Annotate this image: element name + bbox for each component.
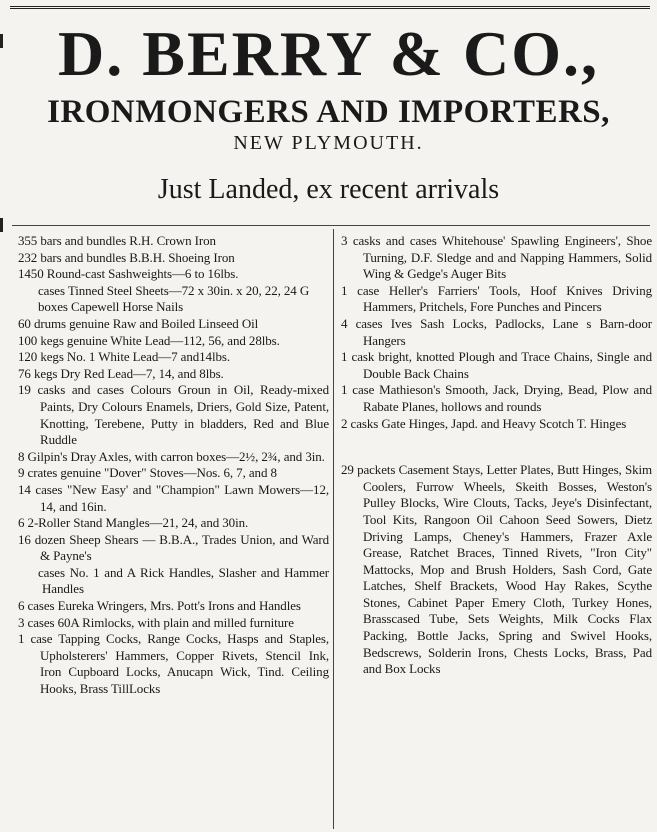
column-divider xyxy=(333,229,334,829)
list-item: 16 dozen Sheep Shears — B.B.A., Trades Union, and Ward & Payne's xyxy=(18,531,329,564)
right-column xyxy=(341,233,652,678)
list-item: cases Tinned Steel Sheets—72 x 30in. x 20, 22, 24 G xyxy=(38,282,310,298)
list-item: 60 drums genuine Raw and Boiled Linseed Oil xyxy=(18,315,259,331)
list-item: 3 casks and cases Whitehouse' Spawling Engineers', Shoe Turning, D.F. Sledge and and Napping Hammers, Solid Wing & Gedge's Auger Bits xyxy=(341,233,652,282)
left-column xyxy=(18,233,329,698)
top-rule xyxy=(10,6,650,9)
margin-mark xyxy=(0,218,3,232)
list-item: 29 packets Casement Stays, Letter Plates, Butt Hinges, Skim Coolers, Furrow Wheels, Skeith Bosses, Weston's Pulley Blocks, Wire Clouts, Tacks, Jeye's Disinfectant, Tool Kits, Rangoon Oil Cahoon Seed Sowers, Dietz Driving Lamps, Cheney's Hammers, Frazer Axle Grease, Ratchet Braces, Tinned Rivets, "Iron City" Mattocks, Mop and Brush Holders, Sash Cord, Gate Latches, Shelf Brackets, Wood Hay Rakes, Scythe Stones, Cabinet Paper Emery Cloth, Turkey Hones, Brasscased Tube, Sets Weights, Milk Cocks Flax Packing, Bottle Jacks, Spring and Swivel Hooks, Bedscrews, Solderin Irons, Chests Locks, Brass, Pad and Box Locks xyxy=(341,462,652,677)
list-item: 6 2-Roller Stand Mangles—21, 24, and 30in. xyxy=(18,515,249,531)
business-subtitle: IRONMONGERS AND IMPORTERS, xyxy=(47,94,610,130)
spacer xyxy=(341,432,652,462)
list-item: 4 cases Ives Sash Locks, Padlocks, Lane s Barn-door Hangers xyxy=(341,315,652,348)
list-item: 1 case Tapping Cocks, Range Cocks, Hasps and Staples, Upholsterers' Hammers, Copper Rivets, Stencil Ink, Iron Cupboard Locks, Anucapn Wick, Tind. Ceiling Hooks, Brass TillLocks xyxy=(18,631,329,697)
list-item: 2 casks Gate Hinges, Japd. and Heavy Scotch T. Hinges xyxy=(341,415,627,431)
list-item: 1 case Mathieson's Smooth, Jack, Drying, Bead, Plow and Rabate Planes, hollows and rounds xyxy=(341,382,652,414)
list-item: 355 bars and bundles R.H. Crown Iron xyxy=(18,233,216,248)
list-item: 120 kegs No. 1 White Lead—7 and14lbs. xyxy=(18,349,230,365)
list-item: 19 casks and cases Colours Groun in Oil, Ready-mixed Paints, Dry Colours Enamels, Driers, Gold Size, Patent, Knotting, Terebene, Putty in bladders, Red and Blue Ruddle xyxy=(18,382,329,448)
list-item: cases No. 1 and A Rick Handles, Slasher and Hammer Handles xyxy=(38,564,329,597)
list-item: 1450 Round-cast Sashweights—6 to 16lbs. xyxy=(18,266,239,282)
list-item: 76 kegs Dry Red Lead—7, 14, and 8lbs. xyxy=(18,365,224,381)
firm-name: D. BERRY & CO., xyxy=(58,18,599,89)
location: NEW PLYMOUTH. xyxy=(233,132,424,154)
list-item: 9 crates genuine "Dover" Stoves—Nos. 6, 7, and 8 xyxy=(18,465,277,481)
list-item: 232 bars and bundles B.B.H. Shoeing Iron xyxy=(18,249,235,265)
list-item: 1 case Heller's Farriers' Tools, Hoof Knives Driving Hammers, Pritchels, Fore Punches and Pincers xyxy=(341,282,652,315)
list-item: 8 Gilpin's Dray Axles, with carron boxes—2½, 2¾, and 3in. xyxy=(18,448,325,464)
list-item: 6 cases Eureka Wringers, Mrs. Pott's Irons and Handles xyxy=(18,598,301,614)
list-item: boxes Capewell Horse Nails xyxy=(38,299,184,315)
arrivals-banner: Just Landed, ex recent arrivals xyxy=(157,174,500,205)
list-item: 100 kegs genuine White Lead—112, 56, and 28lbs. xyxy=(18,332,280,348)
column-top-rule xyxy=(12,225,650,226)
list-item: 1 cask bright, knotted Plough and Trace Chains, Single and Double Back Chains xyxy=(341,349,652,381)
list-item: 14 cases "New Easy' and "Champion" Lawn Mowers—12, 14, and 16in. xyxy=(18,481,329,514)
list-item: 3 cases 60A Rimlocks, with plain and milled furniture xyxy=(18,614,294,630)
